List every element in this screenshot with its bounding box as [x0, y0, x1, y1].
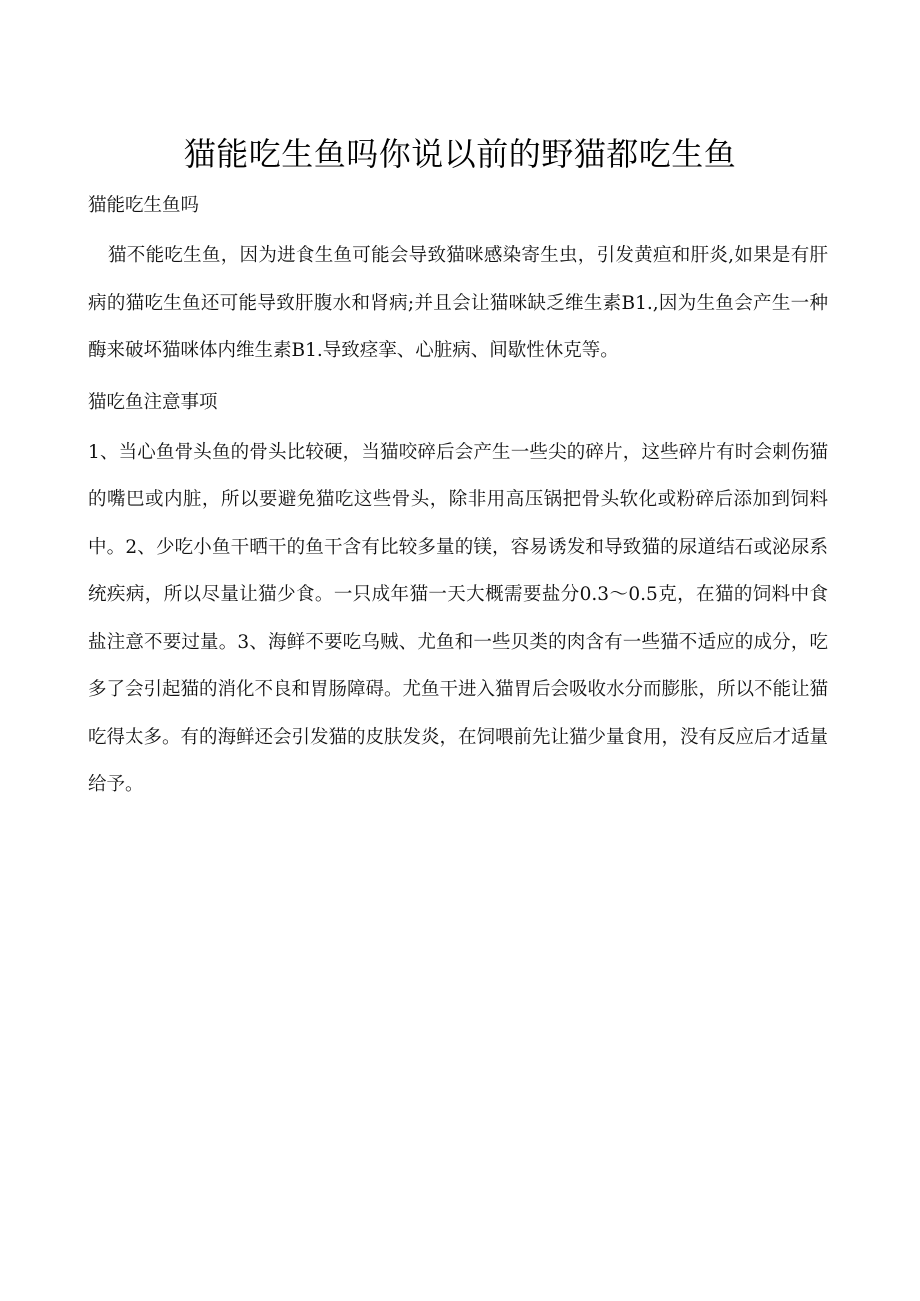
section-paragraph-feeding-precautions: 1、当心鱼骨头鱼的骨头比较硬，当猫咬碎后会产生一些尖的碎片，这些碎片有时会刺伤猫的嘴巴或内脏，所以要避免猫吃这些骨头，除非用高压锅把骨头软化或粉碎后添加到饲料中。2、少吃小鱼干晒干的鱼干含有比较多量的镁，容易诱发和导致猫的尿道结石或泌尿系统疾病，所以尽量让猫少食。一只成年猫一天大概需要盐分0.3～0.5克，在猫的饲料中食盐注意不要过量。3、海鲜不要吃乌贼、尤鱼和一些贝类的肉含有一些猫不适应的成分，吃多了会引起猫的消化不良和胃肠障碍。尤鱼干进入猫胃后会吸收水分而膨胀，所以不能让猫吃得太多。有的海鲜还会引发猫的皮肤发炎，在饲喂前先让猫少量食用，没有反应后才适量给予。 [88, 441, 829, 795]
document-title: 猫能吃生鱼吗你说以前的野猫都吃生鱼 [183, 135, 737, 173]
section-heading-can-cats-eat-raw-fish: 猫能吃生鱼吗 [88, 195, 200, 216]
document-body [88, 188, 828, 809]
section-heading-feeding-precautions: 猫吃鱼注意事项 [88, 391, 218, 413]
section-paragraph-raw-fish-risks: 猫不能吃生鱼，因为进食生鱼可能会导致猫咪感染寄生虫，引发黄疸和肝炎,如果是有肝病的猫吃生鱼还可能导致肝腹水和肾病;并且会让猫咪缺乏维生素B1.,因为生鱼会产生一种酶来破坏猫咪体内维生素B1.导致痉挛、心脏病、间歇性休克等。 [88, 245, 828, 361]
